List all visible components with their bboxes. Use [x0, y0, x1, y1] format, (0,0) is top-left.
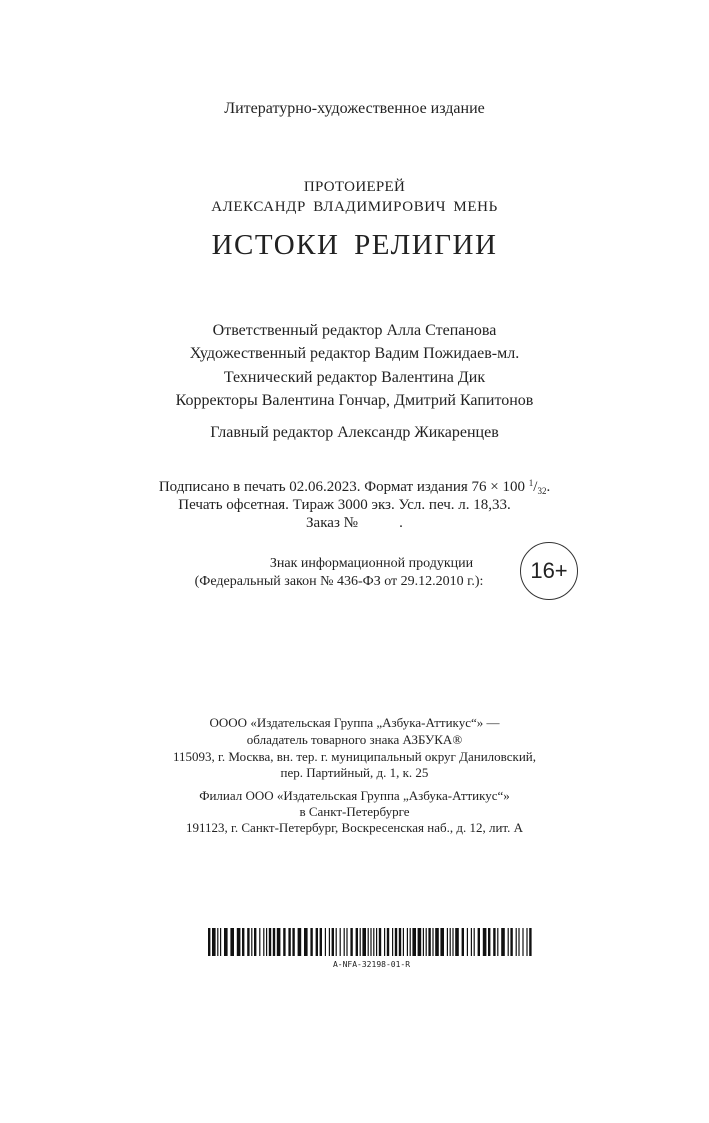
imprint-print-date-format [0, 479, 709, 496]
format-separator: / [533, 479, 538, 495]
publisher-address-line1: 115093, г. Москва, вн. тер. г. муниципальный округ Даниловский, [173, 749, 536, 764]
barcode-code: A-NFA-32198-01-R [332, 960, 411, 969]
imprint-order-number: Заказ № . [306, 515, 403, 531]
author-name: АЛЕКСАНДР ВЛАДИМИРОВИЧ МЕНЬ [211, 199, 498, 215]
branch-address: 191123, г. Санкт-Петербург, Воскресенская наб., д. 12, лит. А [186, 820, 523, 835]
age-rating-badge: 16+ [520, 542, 578, 600]
author-title: ПРОТОИЕРЕЙ [303, 179, 406, 195]
credit-art-editor: Художественный редактор Вадим Пожидаев-мл. [189, 345, 520, 362]
book-title: ИСТОКИ РЕЛИГИИ [211, 229, 498, 261]
age-rating-label: Знак информационной продукции [269, 556, 474, 571]
format-denominator: 32 [537, 486, 547, 496]
publisher-trademark: обладатель товарного знака АЗБУКА® [246, 732, 463, 747]
format-numerator: 1 [528, 478, 534, 488]
publisher-name: ОООО «Издательская Группа „Азбука-Аттикус“» — [209, 715, 500, 730]
barcode-icon [208, 928, 534, 956]
imprint-line1-prefix: Подписано в печать 02.06.2023. Формат издания 76 × 100 [158, 479, 529, 495]
credit-proofreaders: Корректоры Валентина Гончар, Дмитрий Капитонов [175, 392, 534, 409]
age-rating-law: (Федеральный закон № 436-ФЗ от 29.12.2010 г.): [194, 574, 484, 589]
credit-chief-editor: Главный редактор Александр Жикаренцев [210, 424, 499, 441]
branch-name: Филиал ООО «Издательская Группа „Азбука-Аттикус“» [199, 788, 510, 803]
imprint-print-run: Печать офсетная. Тираж 3000 экз. Усл. печ. л. 18,33. [178, 497, 511, 513]
edition-type: Литературно-художественное издание [224, 100, 485, 117]
imprint-line1-suffix: . [546, 479, 551, 495]
credit-technical-editor: Технический редактор Валентина Дик [223, 369, 486, 386]
branch-city: в Санкт-Петербурге [299, 804, 410, 819]
credit-responsible-editor: Ответственный редактор Алла Степанова [212, 322, 497, 339]
publisher-address-line2: пер. Партийный, д. 1, к. 25 [280, 765, 429, 780]
